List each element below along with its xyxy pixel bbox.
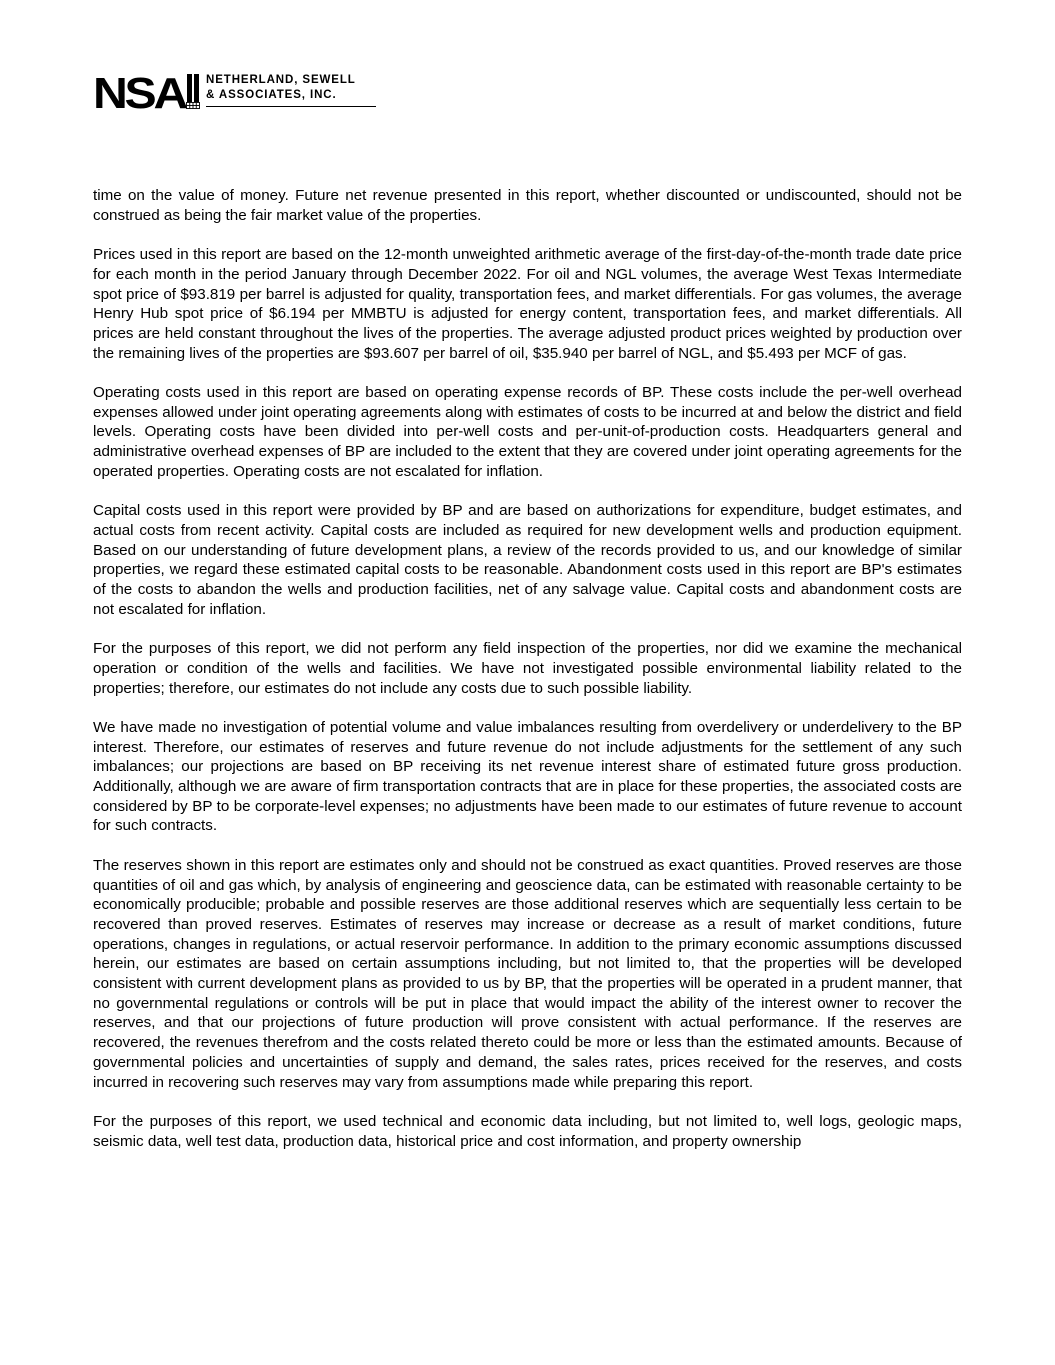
company-name-line-2: & ASSOCIATES, INC.	[206, 89, 337, 101]
paragraph-discounting: time on the value of money. Future net revenue presented in this report, whether discounted or undiscounted, should not be construed as being the fair market value of the properties.	[93, 187, 962, 224]
paragraph-capital-costs: Capital costs used in this report were provided by BP and are based on authorizations for expenditure, budget estimates, and actual costs from recent activity. Capital costs are included as required for new development wells and production equipment. Based on our understanding of future development plans, a review of the records provided to us, and our knowledge of similar properties, we regard these estimated capital costs to be reasonable. Abandonment costs used in this report are BP's estimates of the costs to abandon the wells and production facilities, net of any salvage value. Capital costs and abandonment costs are not escalated for inflation.	[93, 502, 962, 618]
report-body	[93, 186, 962, 1151]
paragraph-operating-costs: Operating costs used in this report are based on operating expense records of BP. These costs include the per-well overhead expenses allowed under joint operating agreements along with estimates of costs to be incurred at and below the district and field levels. Operating costs have been divided into per-well costs and per-unit-of-production costs. Headquarters general and administrative overhead expenses of BP are included to the extent that they are covered under joint operating agreements for the operated properties. Operating costs are not escalated for inflation.	[93, 384, 962, 480]
paragraph-technical-data: For the purposes of this report, we used technical and economic data including, but not limited to, well logs, geologic maps, seismic data, well test data, production data, historical price and cost information, and property ownership	[93, 1112, 962, 1150]
company-underline	[206, 106, 376, 107]
svg-text:NSA: NSA	[93, 71, 188, 111]
nsai-logo	[93, 71, 203, 111]
letterhead	[93, 71, 376, 111]
company-name-block	[206, 73, 376, 107]
paragraph-imbalances: We have made no investigation of potential volume and value imbalances resulting from overdelivery or underdelivery to the BP interest. Therefore, our estimates of reserves and future revenue do not include adjustments for the settlement of any such imbalances; our projections are based on BP receiving its net revenue interest share of estimated future gross production. Additionally, although we are aware of firm transportation contracts that are in place for these properties, the associated costs are considered by BP to be corporate-level expenses; no adjustments have been made to our estimates of future revenue to account for such contracts.	[93, 718, 962, 835]
company-name-line-1: NETHERLAND, SEWELL	[206, 74, 356, 86]
paragraph-prices: Prices used in this report are based on the 12-month unweighted arithmetic average of the first-day-of-the-month trade date price for each month in the period January through December 2022. For oil and NGL volumes, the average West Texas Intermediate spot price of $93.819 per barrel is adjusted for quality, transportation fees, and market differentials. For gas volumes, the average Henry Hub spot price of $6.194 per MMBTU is adjusted for energy content, transportation fees, and market differentials. All prices are held constant throughout the lives of the properties. The average adjusted product prices weighted by production over the remaining lives of the properties are $93.607 per barrel of oil, $35.940 per barrel of NGL, and $5.493 per MCF of gas.	[93, 246, 962, 362]
paragraph-field-inspection: For the purposes of this report, we did not perform any field inspection of the properties, nor did we examine the mechanical operation or condition of the wells and facilities. We have not investigated possible environmental liability related to the properties; therefore, our estimates do not include any costs due to such possible liability.	[93, 640, 962, 697]
paragraph-reserves-estimates: The reserves shown in this report are estimates only and should not be construed as exact quantities. Proved reserves are those quantities of oil and gas which, by analysis of engineering and geoscience data, can be estimated with reasonable certainty to be economically producible; probable and possible reserves are those additional reserves which are sequentially less certain to be recovered than proved reserves. Estimates of reserves may increase or decrease as a result of market conditions, future operations, changes in regulations, or actual reservoir performance. In addition to the primary economic assumptions discussed herein, our estimates are based on certain assumptions including, but not limited to, that the properties will be developed consistent with current development plans as provided to us by BP, that the properties will be operated in a prudent manner, that no governmental regulations or controls will be put in place that would impact the ability of the interest owner to recover the reserves, and that our projections of future production will prove consistent with actual performance. If the reserves are recovered, the revenues therefrom and the costs related thereto could be more or less than the estimated amounts. Because of governmental policies and uncertainties of supply and demand, the sales rates, prices received for the reserves, and costs incurred in recovering such reserves may vary from assumptions made while preparing this report.	[93, 856, 962, 1091]
